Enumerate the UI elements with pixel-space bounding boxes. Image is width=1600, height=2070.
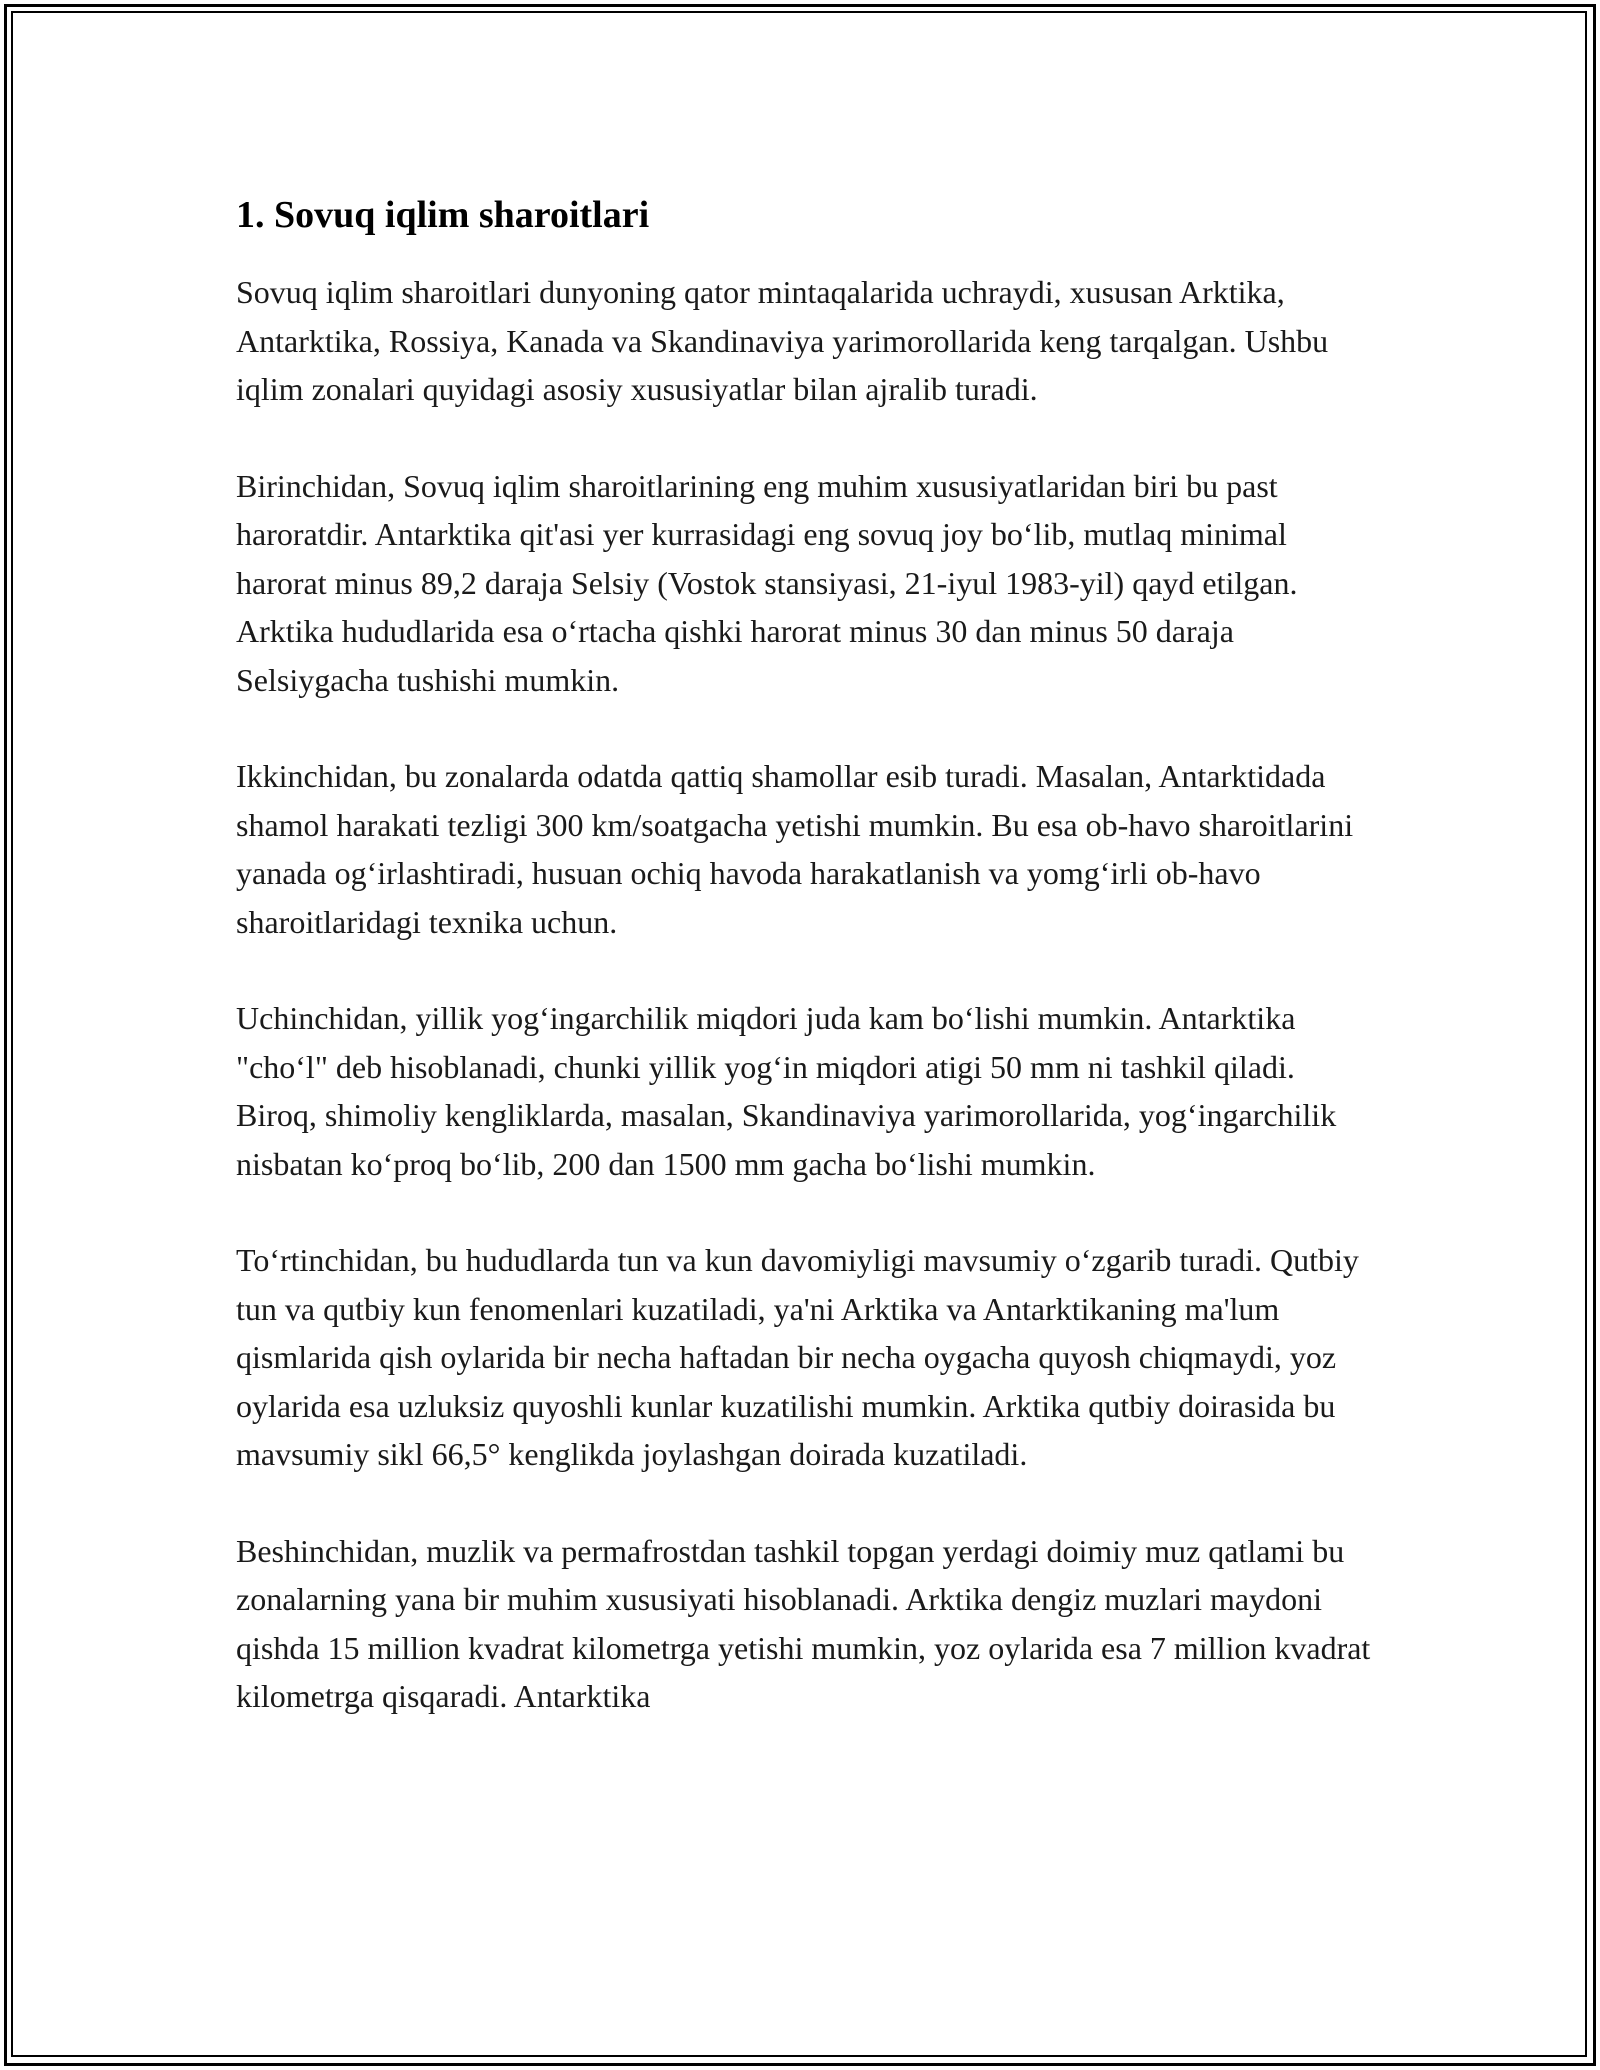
paragraph-wind: Ikkinchidan, bu zonalarda odatda qattiq shamollar esib turadi. Masalan, Antarktidada shamol harakati tezligi 300 km/soatgacha yetishi mumkin. Bu esa ob-havo sharoitlarini yanada og‘irlashtiradi, husuan ochiq havoda harakatlanish va yomg‘irli ob-havo sharoitlaridagi texnika uchun. [236,758,1354,940]
paragraph-precipitation: Uchinchidan, yillik yog‘ingarchilik miqdori juda kam bo‘lishi mumkin. Antarktika "cho‘l" deb hisoblanadi, chunki yillik yog‘in miqdori atigi 50 mm ni tashkil qiladi. Biroq, shimoliy kengliklarda, masalan, Skandinaviya yarimorollarida, yog‘ingarchilik nisbatan ko‘proq bo‘lib, 200 dan 1500 mm gacha bo‘lishi mumkin. [236,1000,1337,1182]
paragraph-temperature: Birinchidan, Sovuq iqlim sharoitlarining eng muhim xususiyatlaridan biri bu past haroratdir. Antarktika qit'asi yer kurrasidagi eng sovuq joy bo‘lib, mutlaq minimal harorat minus 89,2 daraja Selsiy (Vostok stansiyasi, 21-iyul 1983-yil) qayd etilgan. Arktika hududlarida esa o‘rtacha qishki harorat minus 30 dan minus 50 daraja Selsiygacha tushishi mumkin. [236,467,1298,698]
paragraph-intro: Sovuq iqlim sharoitlari dunyoning qator mintaqalarida uchraydi, xususan Arktika, Antarktika, Rossiya, Kanada va Skandinaviya yarimorollarida keng tarqalgan. Ushbu iqlim zonalari quyidagi asosiy xususiyatlar bilan ajralib turadi. [236,274,1329,407]
paragraph-ice: Beshinchidan, muzlik va permafrostdan tashkil topgan yerdagi doimiy muz qatlami bu zonalarning yana bir muhim xususiyati hisoblanadi. Arktika dengiz muzlari maydoni qishda 15 million kvadrat kilometrga yetishi mumkin, yoz oylarida esa 7 million kvadrat kilometrga qisqaradi. Antarktika [236,1532,1371,1714]
document-body [236,186,1376,1769]
section-heading: 1. Sovuq iqlim sharoitlari [236,194,650,236]
paragraph-daylight: To‘rtinchidan, bu hududlarda tun va kun davomiyligi mavsumiy o‘zgarib turadi. Qutbiy tun va qutbiy kun fenomenlari kuzatiladi, ya'ni Arktika va Antarktikaning ma'lum qismlarida qish oylarida bir necha haftadan bir necha oygacha quyosh chiqmaydi, yoz oylarida esa uzluksiz quyoshli kunlar kuzatilishi mumkin. Arktika qutbiy doirasida bu mavsumiy sikl 66,5° kenglikda joylashgan doirada kuzatiladi. [236,1242,1359,1472]
